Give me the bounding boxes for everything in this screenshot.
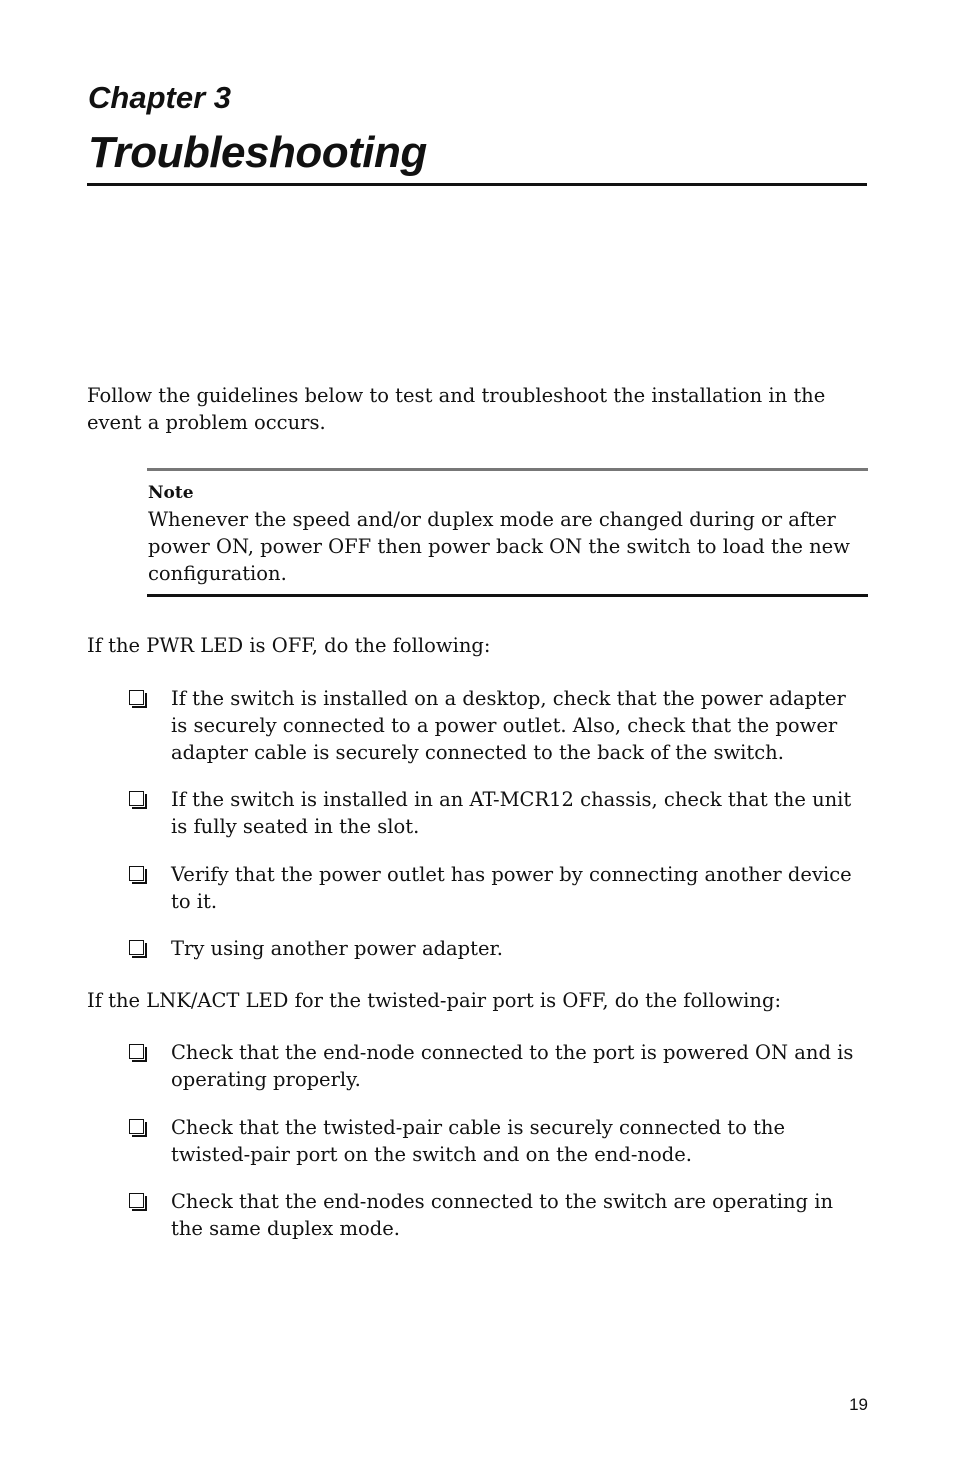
list-item-text: Check that the end-node connected to the port is powered ON and is operating properly. <box>171 1041 854 1091</box>
pwr-lead-paragraph: If the PWR LED is OFF, do the following: <box>87 634 491 657</box>
list-item-text: If the switch is installed in an AT-MCR12 chassis, check that the unit is fully seated in the slot. <box>171 788 852 838</box>
page-number: 19 <box>849 1395 868 1414</box>
list-item-text: Verify that the power outlet has power by connecting another device to it. <box>171 863 852 913</box>
checkbox-bullet-icon <box>129 690 144 705</box>
intro-paragraph: Follow the guidelines below to test and troubleshoot the installation in the event a problem occurs. <box>87 384 826 434</box>
list-item <box>129 935 869 962</box>
chapter-label: Chapter 3 <box>88 80 231 115</box>
checkbox-bullet-icon <box>129 940 144 955</box>
checkbox-bullet-icon <box>129 1119 144 1134</box>
lnk-lead-paragraph: If the LNK/ACT LED for the twisted-pair port is OFF, do the following: <box>87 989 782 1012</box>
list-item <box>129 1188 869 1242</box>
list-item-text: Try using another power adapter. <box>171 937 503 960</box>
list-item-text: Check that the end-nodes connected to the switch are operating in the same duplex mode. <box>171 1190 834 1240</box>
list-item <box>129 1039 869 1093</box>
list-item <box>129 685 869 766</box>
note-label: Note <box>148 483 194 503</box>
page-title: Troubleshooting <box>88 128 427 177</box>
note-text: Whenever the speed and/or duplex mode are changed during or after power ON, power OFF then power back ON the switch to load the new configuration. <box>148 508 850 585</box>
checkbox-bullet-icon <box>129 791 144 806</box>
list-item <box>129 1114 869 1168</box>
title-divider <box>87 183 867 186</box>
list-item-text: Check that the twisted-pair cable is securely connected to the twisted-pair port on the switch and on the end-node. <box>171 1116 786 1166</box>
checkbox-bullet-icon <box>129 1193 144 1208</box>
list-item-text: If the switch is installed on a desktop, check that the power adapter is securely connected to a power outlet. Also, check that the power adapter cable is securely connected to the back of the switch. <box>171 687 846 764</box>
note-box <box>147 468 868 597</box>
checkbox-bullet-icon <box>129 866 144 881</box>
list-item <box>129 861 869 915</box>
checkbox-bullet-icon <box>129 1044 144 1059</box>
list-item <box>129 786 869 840</box>
